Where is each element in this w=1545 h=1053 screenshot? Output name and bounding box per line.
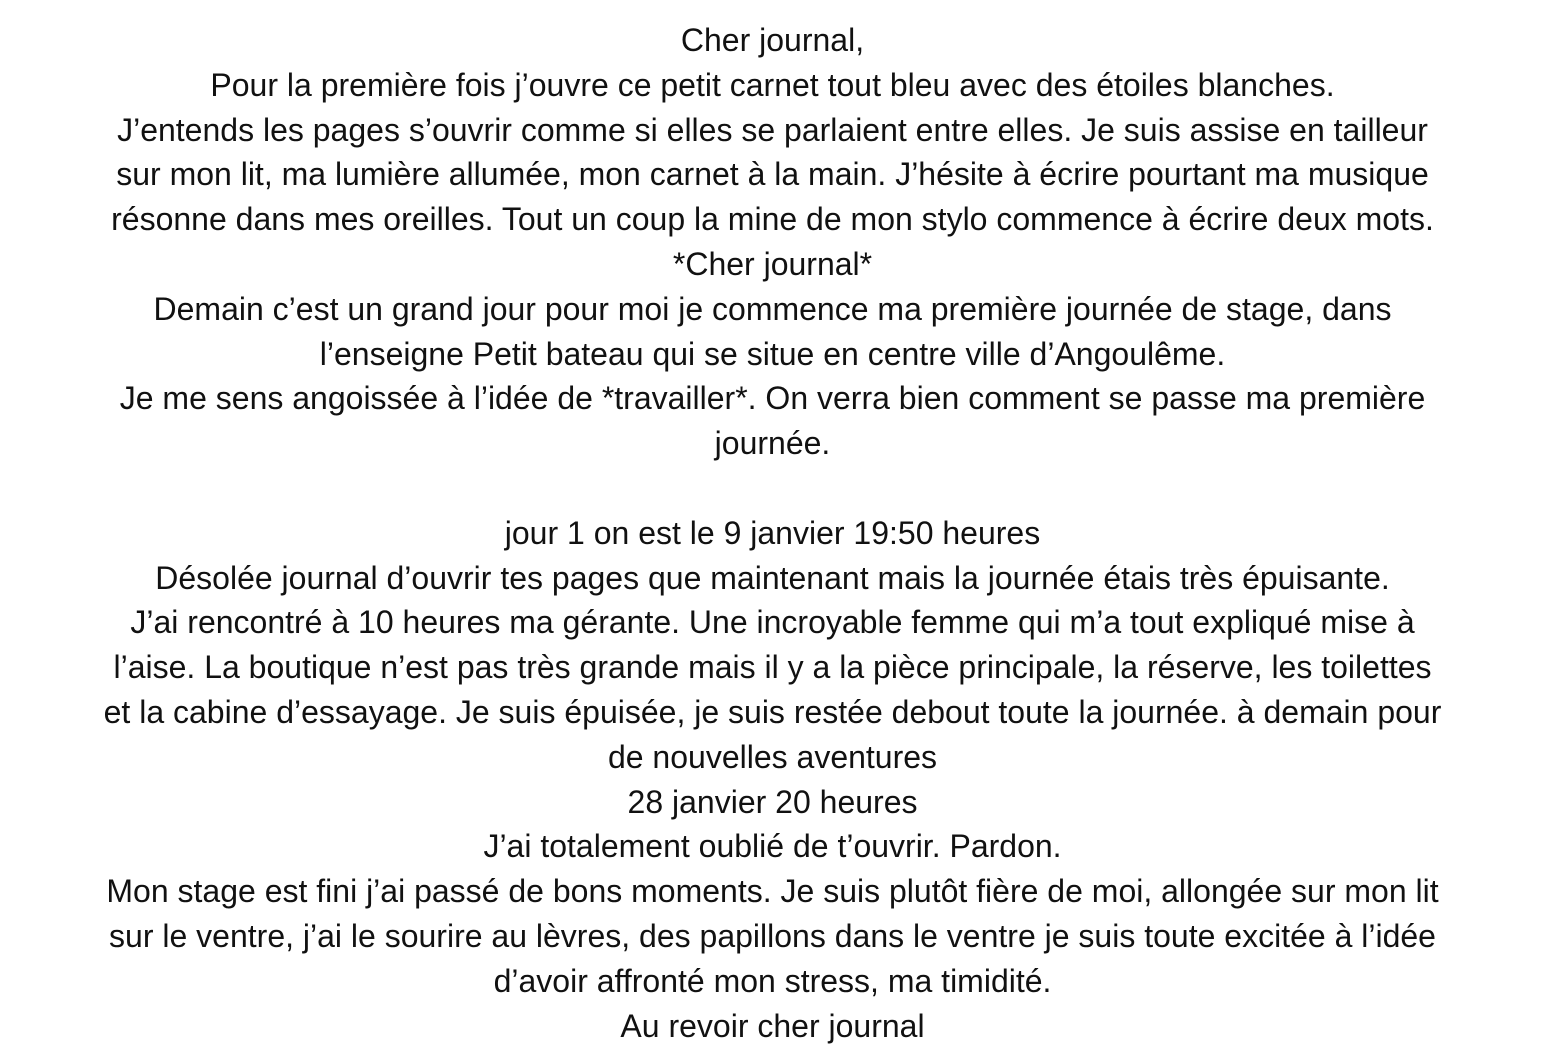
text-line: Désolée journal d’ouvrir tes pages que maintenant mais la journée étais très épuisante. bbox=[155, 559, 1390, 596]
text-line: l’aise. La boutique n’est pas très grande mais il y a la pièce principale, la réserve, les toilettes bbox=[113, 649, 1432, 686]
text-line: *Cher journal* bbox=[672, 245, 873, 282]
blank-line bbox=[0, 466, 1545, 511]
text-line: J’ai totalement oublié de t’ouvrir. Pardon. bbox=[483, 828, 1062, 865]
text-line: Pour la première fois j’ouvre ce petit carnet tout bleu avec des étoiles blanches. bbox=[210, 66, 1335, 103]
text-line: J’ai rencontré à 10 heures ma gérante. Une incroyable femme qui m’a tout expliqué mise à bbox=[130, 604, 1415, 641]
text-line: Je me sens angoissée à l’idée de *travailler*. On verra bien comment se passe ma première bbox=[119, 380, 1426, 417]
text-line: Demain c’est un grand jour pour moi je commence ma première journée de stage, dans bbox=[153, 290, 1392, 327]
text-line: journée. bbox=[714, 425, 831, 462]
greeting-line: Cher journal, bbox=[680, 22, 865, 58]
entry-date-line: jour 1 on est le 9 janvier 19:50 heures bbox=[504, 514, 1041, 551]
text-line: d’avoir affronté mon stress, ma timidité. bbox=[493, 962, 1052, 999]
text-line: sur le ventre, j’ai le sourire au lèvres, des papillons dans le ventre je suis toute excitée à l’idée bbox=[109, 917, 1436, 954]
closing-line: Au revoir cher journal bbox=[620, 1007, 925, 1044]
text-line: sur mon lit, ma lumière allumée, mon carnet à la main. J’hésite à écrire pourtant ma musique bbox=[116, 156, 1429, 193]
text-line: de nouvelles aventures bbox=[607, 738, 938, 775]
text-line: Mon stage est fini j’ai passé de bons moments. Je suis plutôt fière de moi, allongée sur mon lit bbox=[106, 873, 1439, 910]
text-line: et la cabine d’essayage. Je suis épuisée, je suis restée debout toute la journée. à demain pour bbox=[103, 693, 1442, 730]
text-line: résonne dans mes oreilles. Tout un coup la mine de mon stylo commence à écrire deux mots. bbox=[111, 201, 1434, 238]
text-line: J’entends les pages s’ouvrir comme si elles se parlaient entre elles. Je suis assise en tailleur bbox=[117, 111, 1428, 148]
entry-date-line: 28 janvier 20 heures bbox=[627, 783, 918, 820]
text-line: l’enseigne Petit bateau qui se situe en centre ville d’Angoulême. bbox=[319, 335, 1226, 372]
